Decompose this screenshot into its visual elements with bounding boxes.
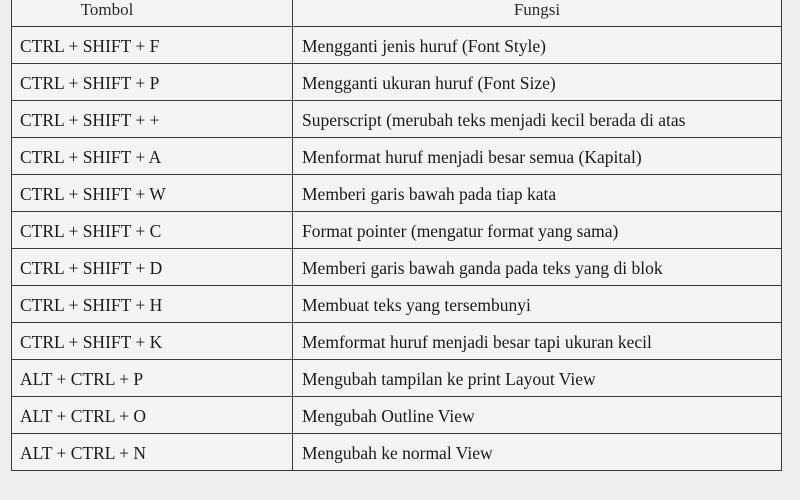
shortcut-table [11,0,782,471]
function-cell: Mengubah Outline View [293,397,782,434]
function-cell: Memberi garis bawah pada tiap kata [293,175,782,212]
key-cell: ALT + CTRL + N [12,434,293,471]
function-cell: Menformat huruf menjadi besar semua (Kapital) [293,138,782,175]
function-cell: Memberi garis bawah ganda pada teks yang di blok [293,249,782,286]
key-cell: CTRL + SHIFT + C [12,212,293,249]
function-cell: Membuat teks yang tersembunyi [293,286,782,323]
table-row [12,175,782,212]
table-row [12,249,782,286]
function-cell: Mengganti ukuran huruf (Font Size) [293,64,782,101]
table-row [12,64,782,101]
table-row [12,212,782,249]
function-cell: Format pointer (mengatur format yang sama) [293,212,782,249]
key-cell: ALT + CTRL + O [12,397,293,434]
key-cell: CTRL + SHIFT + + [12,101,293,138]
function-cell: Superscript (merubah teks menjadi kecil berada di atas [293,101,782,138]
table-header-row [12,0,782,27]
key-cell: CTRL + SHIFT + F [12,27,293,64]
function-cell: Mengganti jenis huruf (Font Style) [293,27,782,64]
table-row [12,138,782,175]
function-cell: Mengubah tampilan ke print Layout View [293,360,782,397]
key-cell: CTRL + SHIFT + K [12,323,293,360]
column-header-fungsi: Fungsi [293,0,782,27]
function-cell: Mengubah ke normal View [293,434,782,471]
table-body [12,27,782,471]
table-row [12,101,782,138]
table-row [12,323,782,360]
function-cell: Memformat huruf menjadi besar tapi ukuran kecil [293,323,782,360]
table-row [12,286,782,323]
key-cell: ALT + CTRL + P [12,360,293,397]
key-cell: CTRL + SHIFT + H [12,286,293,323]
table-row [12,434,782,471]
column-header-tombol: Tombol [12,0,293,27]
key-cell: CTRL + SHIFT + D [12,249,293,286]
key-cell: CTRL + SHIFT + P [12,64,293,101]
table-row [12,27,782,64]
key-cell: CTRL + SHIFT + A [12,138,293,175]
key-cell: CTRL + SHIFT + W [12,175,293,212]
table-row [12,360,782,397]
table-row [12,397,782,434]
